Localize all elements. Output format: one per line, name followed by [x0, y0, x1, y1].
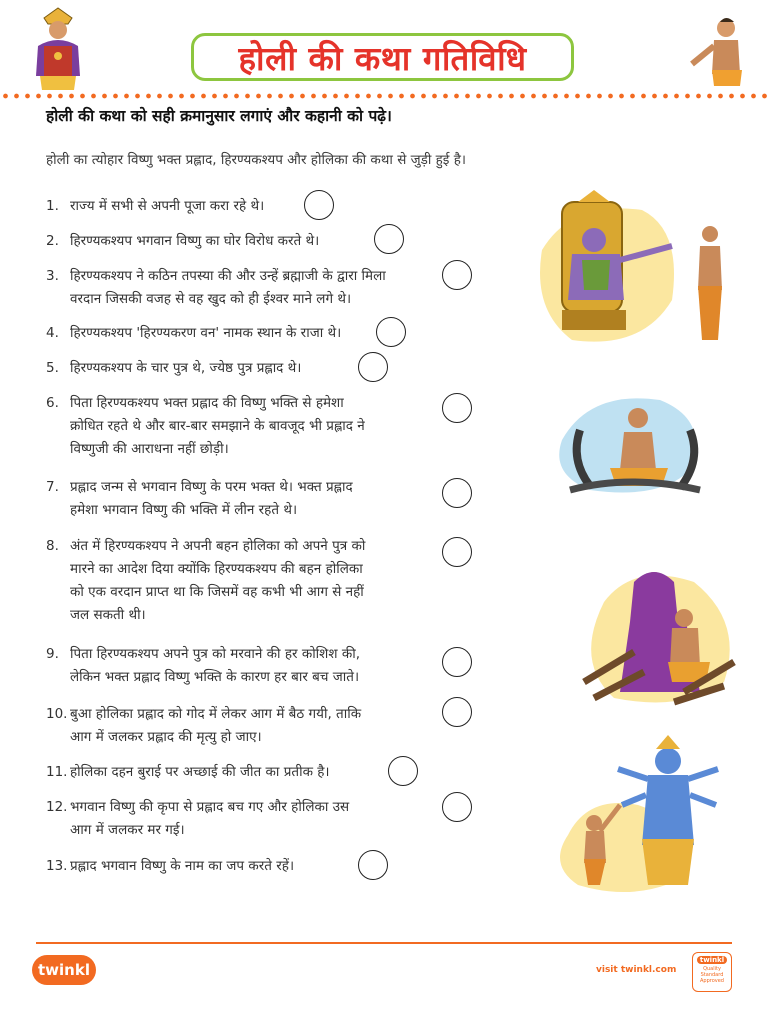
item-number: 12.	[46, 799, 68, 815]
list-item	[46, 357, 301, 380]
list-item	[46, 322, 341, 345]
item-number: 9.	[46, 646, 59, 662]
item-text: पिता हिरण्यकश्यप भक्त प्रह्लाद की विष्णु भक्ति से हमेशा	[70, 395, 344, 411]
item-text: हिरण्यकश्यप के चार पुत्र थे, ज्येष्ठ पुत्र प्रह्लाद थे।	[70, 360, 302, 376]
twinkl-logo[interactable]: twinkl	[32, 955, 96, 985]
item-text: विष्णुजी की आराधना नहीं छोड़ी।	[70, 441, 229, 457]
instruction-heading: होली की कथा को सही क्रमानुसार लगाएं और कहानी को पढ़े।	[46, 107, 392, 125]
item-number: 5.	[46, 360, 59, 376]
king-on-throne-illustration	[532, 190, 732, 350]
item-text: आग में जलकर मर गई।	[70, 822, 185, 838]
item-number: 11.	[46, 764, 68, 780]
item-text: वरदान जिसकी वजह से वह खुद को ही ईश्वर माने लगे थे।	[70, 291, 352, 307]
quality-badge	[692, 952, 732, 992]
item-text: लेकिन भक्त प्रह्लाद विष्णु भक्ति के कारण हर बार बच जाते।	[70, 669, 360, 685]
item-text: आग में जलकर प्रह्लाद की मृत्यु हो जाए।	[70, 729, 262, 745]
king-illustration	[30, 6, 86, 90]
order-answer-circle[interactable]	[304, 190, 334, 220]
intro-text: होली का त्योहार विष्णु भक्त प्रह्लाद, हिरण्यकश्यप और होलिका की कथा से जुड़ी हुई है।	[46, 152, 467, 168]
order-answer-circle[interactable]	[442, 537, 472, 567]
order-answer-circle[interactable]	[358, 352, 388, 382]
dotted-divider	[0, 92, 768, 100]
badge-text: Quality Standard Approved	[700, 966, 724, 984]
item-text: मारने का आदेश दिया क्योंकि हिरण्यकश्यप की बहन होलिका	[70, 561, 363, 577]
item-text: हिरण्यकश्यप भगवान विष्णु का घोर विरोध करते थे।	[70, 233, 320, 249]
item-text: जल सकती थी।	[70, 607, 146, 623]
order-answer-circle[interactable]	[442, 792, 472, 822]
list-item	[46, 195, 264, 218]
item-text: हिरण्यकश्यप ने कठिन तपस्या की और उन्हें ब्रह्माजी के द्वारा मिला	[70, 268, 386, 284]
list-item	[46, 796, 349, 842]
item-text: प्रह्लाद भगवान विष्णु के नाम का जप करते रहें।	[70, 858, 295, 874]
item-number: 10.	[46, 706, 68, 722]
item-number: 2.	[46, 233, 59, 249]
item-text: राज्य में सभी से अपनी पूजा करा रहे थे।	[70, 198, 265, 214]
list-item	[46, 643, 360, 689]
order-answer-circle[interactable]	[442, 260, 472, 290]
order-answer-circle[interactable]	[442, 647, 472, 677]
order-answer-circle[interactable]	[374, 224, 404, 254]
item-number: 4.	[46, 325, 59, 341]
item-text: प्रह्लाद जन्म से भगवान विष्णु के परम भक्त थे। भक्त प्रह्लाद	[70, 479, 353, 495]
list-item	[46, 855, 294, 878]
order-answer-circle[interactable]	[358, 850, 388, 880]
page-title: होली की कथा गतिविधि	[191, 33, 574, 81]
item-number: 3.	[46, 268, 59, 284]
order-answer-circle[interactable]	[388, 756, 418, 786]
item-text: हिरण्यकश्यप 'हिरण्यकरण वन' नामक स्थान के राजा थे।	[70, 325, 342, 341]
prahlad-with-snakes-illustration	[550, 390, 716, 500]
vishnu-and-prahlad-illustration	[548, 735, 734, 903]
item-number: 7.	[46, 479, 59, 495]
list-item	[46, 230, 319, 253]
order-answer-circle[interactable]	[376, 317, 406, 347]
item-text: होलिका दहन बुराई पर अच्छाई की जीत का प्रतीक है।	[70, 764, 330, 780]
boy-pointing-illustration	[688, 14, 748, 86]
item-text: को एक वरदान प्राप्त था कि जिसमें वह कभी भी आग से नहीं	[70, 584, 364, 600]
list-item	[46, 265, 386, 311]
list-item	[46, 535, 365, 627]
holika-with-prahlad-illustration	[574, 562, 740, 710]
item-text: पिता हिरण्यकश्यप अपने पुत्र को मरवाने की हर कोशिश की,	[70, 646, 360, 662]
badge-brand: twinkl	[697, 956, 727, 964]
item-text: हमेशा भगवान विष्णु की भक्ति में लीन रहते थे।	[70, 502, 298, 518]
list-item	[46, 761, 330, 784]
item-number: 8.	[46, 538, 59, 554]
footer-divider	[36, 942, 732, 944]
item-text: भगवान विष्णु की कृपा से प्रह्लाद बच गए और होलिका उस	[70, 799, 350, 815]
order-answer-circle[interactable]	[442, 393, 472, 423]
item-text: अंत में हिरण्यकश्यप ने अपनी बहन होलिका को अपने पुत्र को	[70, 538, 366, 554]
item-number: 13.	[46, 858, 68, 874]
item-text: बुआ होलिका प्रह्लाद को गोद में लेकर आग में बैठ गयी, ताकि	[70, 706, 362, 722]
visit-link[interactable]: visit twinkl.com	[596, 965, 677, 975]
order-answer-circle[interactable]	[442, 478, 472, 508]
list-item	[46, 703, 361, 749]
item-number: 6.	[46, 395, 59, 411]
order-answer-circle[interactable]	[442, 697, 472, 727]
list-item	[46, 476, 353, 522]
item-text: क्रोधित रहते थे और बार-बार समझाने के बावजूद भी प्रह्लाद ने	[70, 418, 365, 434]
list-item	[46, 392, 365, 461]
item-number: 1.	[46, 198, 59, 214]
